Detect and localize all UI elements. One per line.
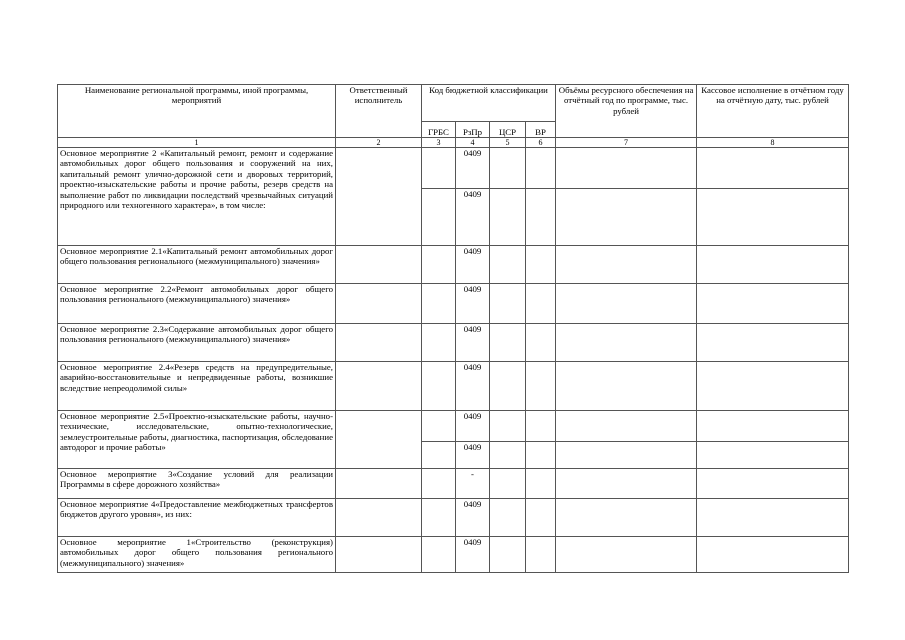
row-csr <box>490 499 526 537</box>
row-grbs <box>422 469 456 499</box>
row-resources <box>556 246 697 284</box>
row-resources <box>556 411 697 442</box>
row-name: Основное мероприятие 2.2«Ремонт автомобильных дорог общего пользования регионального (межмуниципального) значения» <box>58 284 336 324</box>
row-executor <box>336 362 422 411</box>
row-cash <box>697 469 849 499</box>
row-rzpr: 0409 <box>456 499 490 537</box>
row-rzpr: 0409 <box>456 148 490 189</box>
row-resources <box>556 442 697 469</box>
row-cash <box>697 499 849 537</box>
row-rzpr: - <box>456 469 490 499</box>
row-grbs <box>422 189 456 246</box>
row-csr <box>490 148 526 189</box>
row-cash <box>697 246 849 284</box>
header-csr: ЦСР <box>490 122 526 138</box>
row-executor <box>336 246 422 284</box>
row-executor <box>336 284 422 324</box>
row-vr <box>526 469 556 499</box>
row-cash <box>697 411 849 442</box>
row-executor <box>336 499 422 537</box>
column-number: 7 <box>556 138 697 148</box>
row-vr <box>526 499 556 537</box>
table-row <box>58 499 849 537</box>
row-grbs <box>422 324 456 362</box>
row-rzpr: 0409 <box>456 246 490 284</box>
row-grbs <box>422 499 456 537</box>
column-number: 4 <box>456 138 490 148</box>
header-executor: Ответственный исполнитель <box>336 85 422 138</box>
row-rzpr: 0409 <box>456 189 490 246</box>
row-csr <box>490 246 526 284</box>
table-row <box>58 246 849 284</box>
row-vr <box>526 284 556 324</box>
row-rzpr: 0409 <box>456 284 490 324</box>
row-grbs <box>422 411 456 442</box>
row-cash <box>697 442 849 469</box>
row-resources <box>556 189 697 246</box>
header-grbs: ГРБС <box>422 122 456 138</box>
row-executor <box>336 469 422 499</box>
table-row <box>58 148 849 189</box>
row-executor <box>336 324 422 362</box>
row-rzpr: 0409 <box>456 411 490 442</box>
row-vr <box>526 246 556 284</box>
table-row <box>58 324 849 362</box>
row-resources <box>556 537 697 573</box>
column-number: 6 <box>526 138 556 148</box>
row-rzpr: 0409 <box>456 324 490 362</box>
header-name: Наименование региональной программы, иной программы, мероприятий <box>58 85 336 138</box>
row-vr <box>526 537 556 573</box>
row-resources <box>556 148 697 189</box>
row-resources <box>556 324 697 362</box>
row-csr <box>490 284 526 324</box>
table-row <box>58 537 849 573</box>
row-cash <box>697 324 849 362</box>
row-cash <box>697 537 849 573</box>
row-vr <box>526 189 556 246</box>
header-cash: Кассовое исполнение в отчётном году на отчётную дату, тыс. рублей <box>697 85 849 138</box>
row-name: Основное мероприятие 3«Создание условий для реализации Программы в сфере дорожного хозяйства» <box>58 469 336 499</box>
row-grbs <box>422 442 456 469</box>
row-name: Основное мероприятие 2.4«Резерв средств на предупредительные, аварийно-восстановительные и непредвиденные работы, возникшие вследствие непреодолимой силы» <box>58 362 336 411</box>
row-grbs <box>422 246 456 284</box>
column-number: 1 <box>58 138 336 148</box>
row-grbs <box>422 148 456 189</box>
row-name: Основное мероприятие 4«Предоставление межбюджетных трансфертов бюджетов другого уровня», из них: <box>58 499 336 537</box>
row-csr <box>490 442 526 469</box>
row-grbs <box>422 362 456 411</box>
row-csr <box>490 537 526 573</box>
column-number: 8 <box>697 138 849 148</box>
row-vr <box>526 148 556 189</box>
table-row <box>58 469 849 499</box>
row-name: Основное мероприятие 2 «Капитальный ремонт, ремонт и содержание автомобильных дорог общего пользования и сооружений на них, капитальный ремонт улично-дорожной сети и дворовых территорий, проектно-изыскательские работы и прочие работы, резерв средств на выполнение работ по ликвидации последствий чрезвычайных ситуаций природного или техногенного характера», в том числе: <box>58 148 336 246</box>
row-rzpr: 0409 <box>456 362 490 411</box>
row-csr <box>490 411 526 442</box>
row-name: Основное мероприятие 2.3«Содержание автомобильных дорог общего пользования регионального (межмуниципального) значения» <box>58 324 336 362</box>
row-csr <box>490 469 526 499</box>
row-executor <box>336 411 422 469</box>
column-number: 2 <box>336 138 422 148</box>
row-csr <box>490 189 526 246</box>
budget-table <box>57 84 849 573</box>
table-row <box>58 411 849 442</box>
row-csr <box>490 324 526 362</box>
header-code-group: Код бюджетной классификации <box>422 85 556 122</box>
column-number-row <box>58 138 849 148</box>
row-resources <box>556 469 697 499</box>
row-vr <box>526 411 556 442</box>
row-csr <box>490 362 526 411</box>
column-number: 3 <box>422 138 456 148</box>
row-cash <box>697 362 849 411</box>
row-cash <box>697 148 849 189</box>
row-grbs <box>422 537 456 573</box>
row-cash <box>697 189 849 246</box>
row-resources <box>556 362 697 411</box>
row-grbs <box>422 284 456 324</box>
row-vr <box>526 442 556 469</box>
row-cash <box>697 284 849 324</box>
row-vr <box>526 362 556 411</box>
row-rzpr: 0409 <box>456 537 490 573</box>
header-vr: ВР <box>526 122 556 138</box>
row-rzpr: 0409 <box>456 442 490 469</box>
column-number: 5 <box>490 138 526 148</box>
row-resources <box>556 284 697 324</box>
row-name: Основное мероприятие 1«Строительство (реконструкция) автомобильных дорог общего пользования регионального (межмуниципального) значения» <box>58 537 336 573</box>
header-rzpr: РзПр <box>456 122 490 138</box>
row-vr <box>526 324 556 362</box>
table-row <box>58 362 849 411</box>
row-name: Основное мероприятие 2.1«Капитальный ремонт автомобильных дорог общего пользования регионального (межмуниципального) значения» <box>58 246 336 284</box>
table-row <box>58 284 849 324</box>
row-executor <box>336 148 422 246</box>
row-executor <box>336 537 422 573</box>
header-resources: Объёмы ресурсного обеспечения на отчётный год по программе, тыс. рублей <box>556 85 697 138</box>
row-name: Основное мероприятие 2.5«Проектно-изыскательские работы, научно-технические, исследовательские, опытно-технологические, землеустроительные работы, диагностика, паспортизация, обследование автодорог и прочие работы» <box>58 411 336 469</box>
row-resources <box>556 499 697 537</box>
